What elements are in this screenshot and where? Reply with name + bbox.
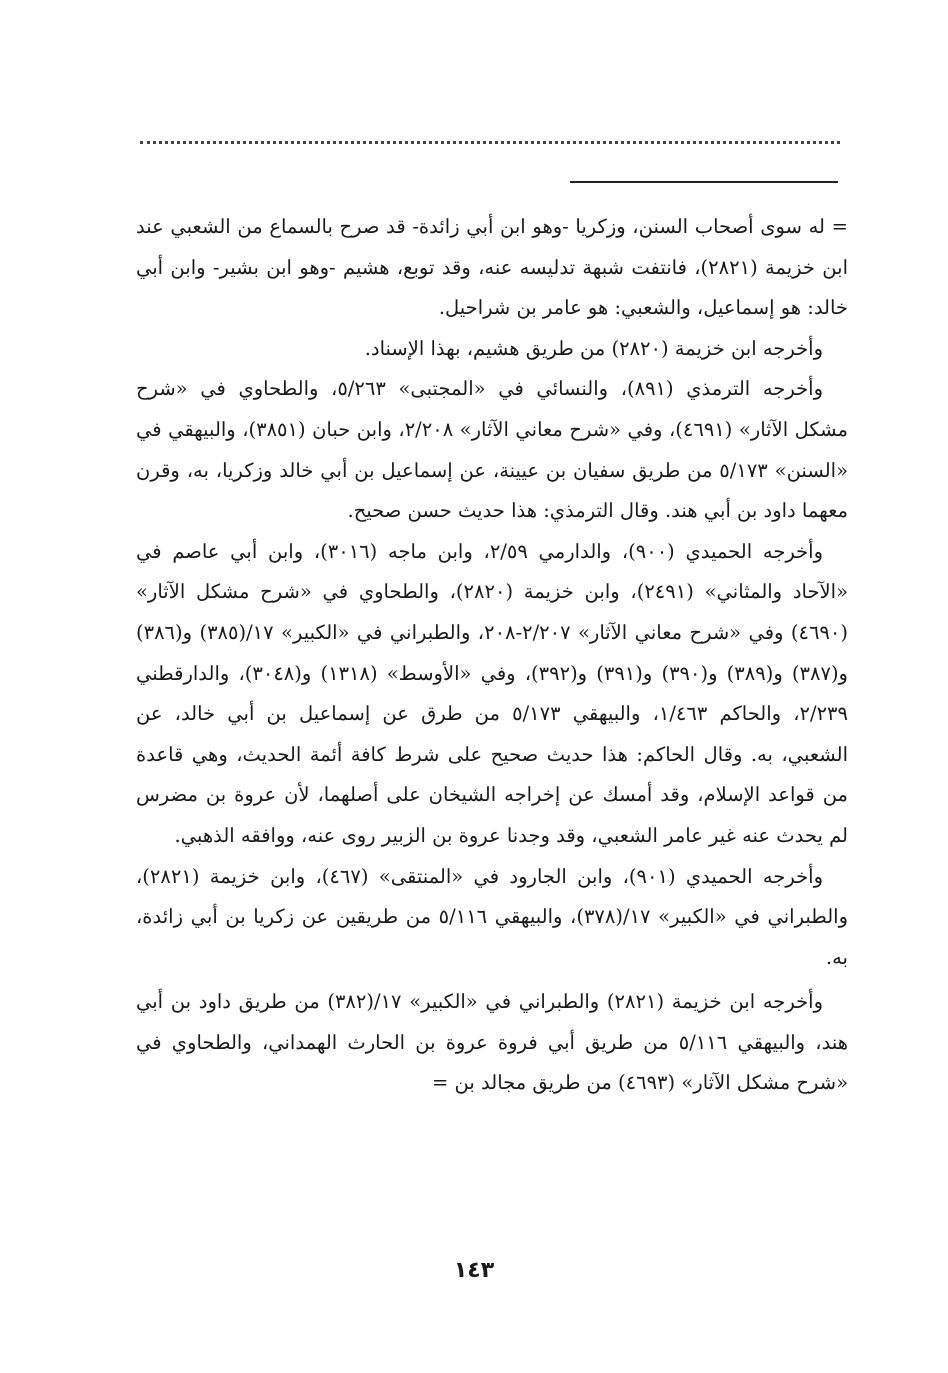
dotted-separator — [140, 141, 840, 144]
footnote-paragraph-2: وأخرجه ابن خزيمة (٢٨٢٠) من طريق هشيم، بهذا الإسناد. — [364, 336, 823, 360]
footnotes-block — [136, 207, 848, 1104]
footnote-rule — [570, 181, 838, 183]
footnote-paragraph-3: وأخرجه الترمذي (٨٩١)، والنسائي في «المجتبى» ٥/٢٦٣، والطحاوي في «شرح مشكل الآثار» (٤٦٩١)، وفي «شرح معاني الآثار» ٢/٢٠٨، وابن حبان (٣٨٥١)، والبيهقي في «السنن» ٥/١٧٣ من طريق سفيان بن عيينة، عن إسماعيل بن أبي خالد وزكريا، به، وقرن معهما داود بن أبي هند. وقال الترمذي: هذا حديث حسن صحيح. — [136, 377, 849, 523]
footnote-paragraph-1: = له سوى أصحاب السنن، وزكريا -وهو ابن أبي زائدة- قد صرح بالسماع من الشعبي عند ابن خزيمة (٢٨٢١)، فانتفت شبهة تدليسه عنه، وقد توبع، هشيم -وهو ابن بشير- وابن أبي خالد: هو إسماعيل، والشعبي: هو عامر بن شراحيل. — [136, 215, 848, 320]
page-number: ١٤٣ — [453, 1258, 495, 1283]
footnote-paragraph-6: وأخرجه ابن خزيمة (٢٨٢١) والطبراني في «الكبير» ١٧/(٣٨٢) من طريق داود بن أبي هند، والبيهقي ٥/١١٦ من طريق أبي فروة عروة بن الحارث الهمداني، والطحاوي في «شرح مشكل الآثار» (٤٦٩٣) من طريق مجالد بن = — [136, 990, 848, 1095]
footnote-paragraph-5: وأخرجه الحميدي (٩٠١)، وابن الجارود في «المنتقى» (٤٦٧)، وابن خزيمة (٢٨٢١)، والطبراني في «الكبير» ١٧/(٣٧٨)، والبيهقي ٥/١١٦ من طريقين عن زكريا بن أبي زائدة، به. — [136, 864, 849, 969]
footnote-paragraph-4: وأخرجه الحميدي (٩٠٠)، والدارمي ٢/٥٩، وابن ماجه (٣٠١٦)، وابن أبي عاصم في «الآحاد والمثاني» (٢٤٩١)، وابن خزيمة (٢٨٢٠)، والطحاوي في «شرح مشكل الآثار» (٤٦٩٠) وفي «شرح معاني الآثار» ٢/٢٠٧-٢٠٨، والطبراني في «الكبير» ١٧/(٣٨٥) و(٣٨٦) و(٣٨٧) و(٣٨٩) و(٣٩٠) و(٣٩١) و(٣٩٢)، وفي «الأوسط» (١٣١٨) و(٣٠٤٨)، والدارقطني ٢/٢٣٩، والحاكم ١/٤٦٣، والبيهقي ٥/١٧٣ من طرق عن إسماعيل بن أبي خالد، عن الشعبي، به. وقال الحاكم: هذا حديث صحيح على شرط كافة أئمة الحديث، وهي قاعدة من قواعد الإسلام، وقد أمسك عن إخراجه الشيخان على أصلهما، لأن عروة بن مضرس لم يحدث عنه غير عامر الشعبي، وقد وجدنا عروة بن الزبير روى عنه، ووافقه الذهبي. — [136, 539, 849, 847]
